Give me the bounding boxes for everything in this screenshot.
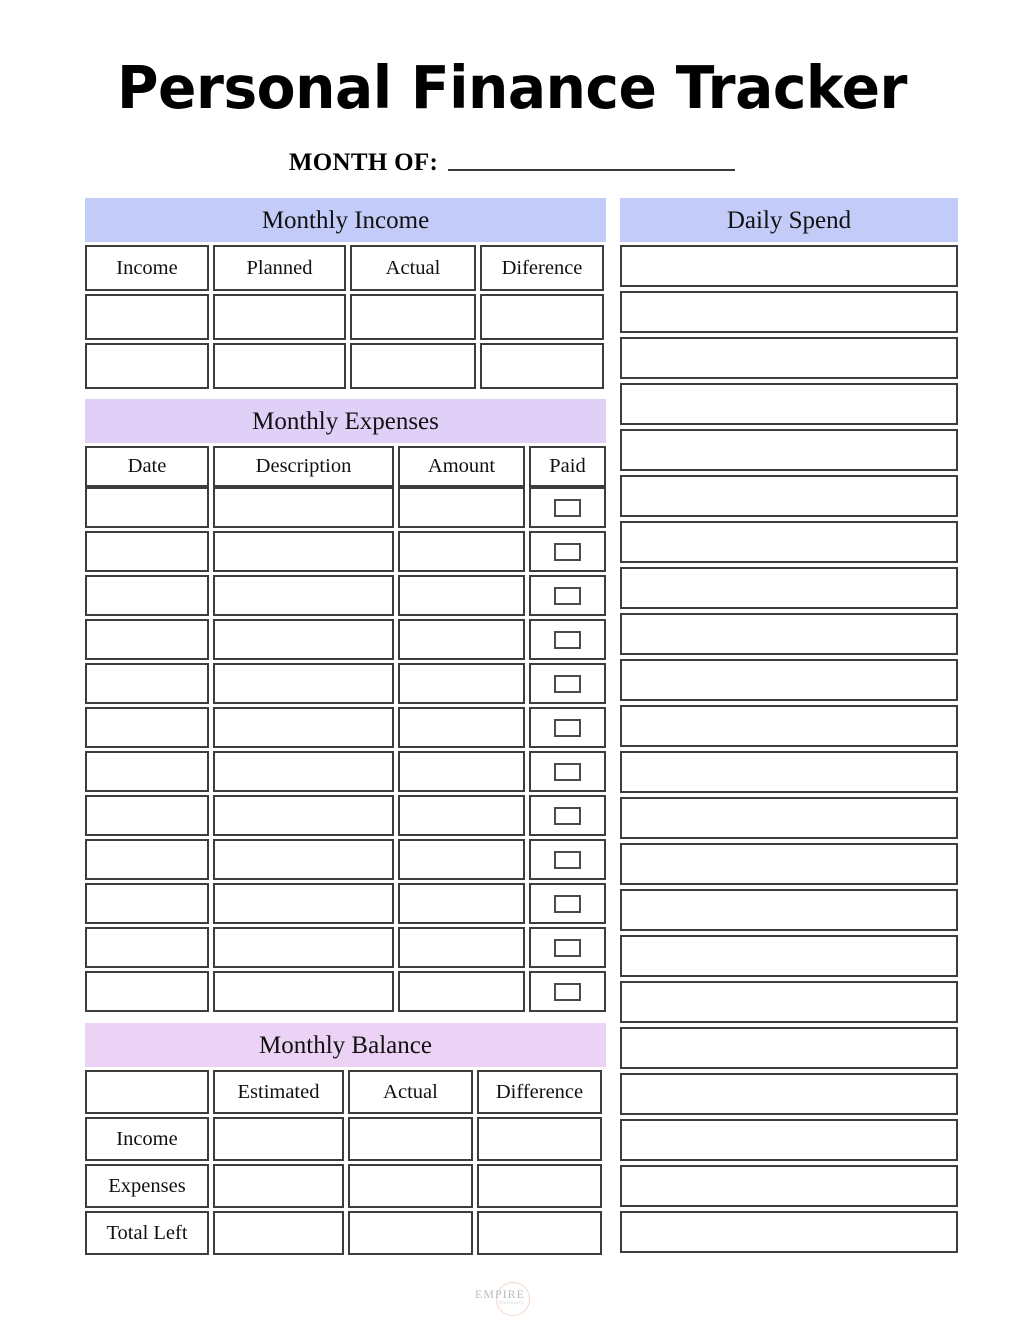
column-header-actual: Actual <box>350 245 476 291</box>
footer-watermark <box>0 1278 1024 1320</box>
actual-cell[interactable] <box>348 1164 473 1208</box>
daily-spend-row[interactable] <box>620 521 958 563</box>
table-row <box>85 751 606 792</box>
planned-cell[interactable] <box>213 294 346 340</box>
row-label-expenses: Expenses <box>85 1164 209 1208</box>
daily-spend-row[interactable] <box>620 1027 958 1069</box>
month-of-blank-line[interactable] <box>448 169 735 171</box>
logo-wordmark: EMPIRE <box>475 1287 526 1301</box>
description-cell[interactable] <box>213 575 394 616</box>
row-label-total-left: Total Left <box>85 1211 209 1255</box>
description-cell[interactable] <box>213 619 394 660</box>
checkbox-icon[interactable] <box>554 895 581 913</box>
paid-cell[interactable] <box>529 795 606 836</box>
date-cell[interactable] <box>85 575 209 616</box>
paid-cell[interactable] <box>529 971 606 1012</box>
daily-spend-row[interactable] <box>620 291 958 333</box>
logo-tagline: Stationery <box>499 1301 525 1306</box>
daily-spend-column <box>620 198 958 1253</box>
paid-cell[interactable] <box>529 927 606 968</box>
amount-cell[interactable] <box>398 487 525 528</box>
table-row <box>85 707 606 748</box>
date-cell[interactable] <box>85 883 209 924</box>
date-cell[interactable] <box>85 839 209 880</box>
column-header-difference: Difference <box>477 1070 602 1114</box>
amount-cell[interactable] <box>398 927 525 968</box>
daily-spend-heading: Daily Spend <box>620 198 958 242</box>
column-header-description: Description <box>213 446 394 487</box>
paid-cell[interactable] <box>529 707 606 748</box>
actual-cell[interactable] <box>348 1117 473 1161</box>
checkbox-icon[interactable] <box>554 807 581 825</box>
paid-cell[interactable] <box>529 751 606 792</box>
estimated-cell[interactable] <box>213 1117 344 1161</box>
daily-spend-row[interactable] <box>620 429 958 471</box>
description-cell[interactable] <box>213 795 394 836</box>
table-row <box>85 294 606 340</box>
amount-cell[interactable] <box>398 531 525 572</box>
table-header-row <box>85 446 606 487</box>
diference-cell[interactable] <box>480 343 604 389</box>
daily-spend-row[interactable] <box>620 245 958 287</box>
difference-cell[interactable] <box>477 1117 602 1161</box>
month-of-field <box>0 149 1024 177</box>
amount-cell[interactable] <box>398 751 525 792</box>
empire-logo <box>469 1280 555 1318</box>
paid-cell[interactable] <box>529 487 606 528</box>
amount-cell[interactable] <box>398 883 525 924</box>
table-row <box>85 839 606 880</box>
table-row <box>85 1164 606 1208</box>
checkbox-icon[interactable] <box>554 719 581 737</box>
paid-cell[interactable] <box>529 619 606 660</box>
description-cell[interactable] <box>213 751 394 792</box>
amount-cell[interactable] <box>398 575 525 616</box>
column-header-planned: Planned <box>213 245 346 291</box>
table-row <box>85 1117 606 1161</box>
table-row <box>85 1211 606 1255</box>
daily-spend-row[interactable] <box>620 1119 958 1161</box>
daily-spend-row[interactable] <box>620 1165 958 1207</box>
daily-spend-row[interactable] <box>620 475 958 517</box>
monthly-income-table <box>85 245 606 389</box>
description-cell[interactable] <box>213 971 394 1012</box>
column-header-paid: Paid <box>529 446 606 487</box>
estimated-cell[interactable] <box>213 1164 344 1208</box>
expense-rows-container <box>85 487 606 1012</box>
amount-cell[interactable] <box>398 795 525 836</box>
table-row <box>85 971 606 1012</box>
description-cell[interactable] <box>213 707 394 748</box>
table-row <box>85 795 606 836</box>
description-cell[interactable] <box>213 883 394 924</box>
daily-spend-row[interactable] <box>620 935 958 977</box>
paid-cell[interactable] <box>529 531 606 572</box>
table-row <box>85 575 606 616</box>
actual-cell[interactable] <box>348 1211 473 1255</box>
estimated-cell[interactable] <box>213 1211 344 1255</box>
column-header-amount: Amount <box>398 446 525 487</box>
daily-spend-row[interactable] <box>620 613 958 655</box>
description-cell[interactable] <box>213 663 394 704</box>
table-row <box>85 619 606 660</box>
table-header-row <box>85 1070 606 1114</box>
amount-cell[interactable] <box>398 707 525 748</box>
checkbox-icon[interactable] <box>554 543 581 561</box>
table-row <box>85 531 606 572</box>
table-row <box>85 927 606 968</box>
left-column <box>85 198 606 1255</box>
table-row <box>85 663 606 704</box>
column-header-blank <box>85 1070 209 1114</box>
daily-spend-row[interactable] <box>620 659 958 701</box>
column-header-diference: Diference <box>480 245 604 291</box>
description-cell[interactable] <box>213 487 394 528</box>
daily-spend-row[interactable] <box>620 1073 958 1115</box>
diference-cell[interactable] <box>480 294 604 340</box>
description-cell[interactable] <box>213 531 394 572</box>
checkbox-icon[interactable] <box>554 587 581 605</box>
paid-cell[interactable] <box>529 663 606 704</box>
monthly-balance-table <box>85 1070 606 1255</box>
table-header-row <box>85 245 606 291</box>
checkbox-icon[interactable] <box>554 983 581 1001</box>
column-header-estimated: Estimated <box>213 1070 344 1114</box>
daily-spend-row[interactable] <box>620 567 958 609</box>
checkbox-icon[interactable] <box>554 631 581 649</box>
monthly-income-heading: Monthly Income <box>85 198 606 242</box>
amount-cell[interactable] <box>398 839 525 880</box>
paid-cell[interactable] <box>529 883 606 924</box>
table-row <box>85 487 606 528</box>
checkbox-icon[interactable] <box>554 939 581 957</box>
checkbox-icon[interactable] <box>554 763 581 781</box>
table-row <box>85 883 606 924</box>
date-cell[interactable] <box>85 751 209 792</box>
paid-cell[interactable] <box>529 839 606 880</box>
actual-cell[interactable] <box>350 343 476 389</box>
daily-spend-row[interactable] <box>620 705 958 747</box>
column-header-actual: Actual <box>348 1070 473 1114</box>
daily-spend-row[interactable] <box>620 1211 958 1253</box>
column-header-income: Income <box>85 245 209 291</box>
daily-spend-row[interactable] <box>620 337 958 379</box>
checkbox-icon[interactable] <box>554 499 581 517</box>
row-label-income: Income <box>85 1117 209 1161</box>
daily-spend-row[interactable] <box>620 889 958 931</box>
amount-cell[interactable] <box>398 663 525 704</box>
amount-cell[interactable] <box>398 971 525 1012</box>
amount-cell[interactable] <box>398 619 525 660</box>
description-cell[interactable] <box>213 839 394 880</box>
daily-spend-row[interactable] <box>620 383 958 425</box>
daily-spend-row[interactable] <box>620 981 958 1023</box>
actual-cell[interactable] <box>350 294 476 340</box>
checkbox-icon[interactable] <box>554 675 581 693</box>
daily-spend-row[interactable] <box>620 751 958 793</box>
description-cell[interactable] <box>213 927 394 968</box>
date-cell[interactable] <box>85 707 209 748</box>
planned-cell[interactable] <box>213 343 346 389</box>
date-cell[interactable] <box>85 971 209 1012</box>
column-header-date: Date <box>85 446 209 487</box>
monthly-expenses-heading: Monthly Expenses <box>85 399 606 443</box>
month-of-label: MONTH OF: <box>288 149 439 176</box>
date-cell[interactable] <box>85 619 209 660</box>
income-cell[interactable] <box>85 343 209 389</box>
daily-spend-row[interactable] <box>620 797 958 839</box>
daily-spend-row[interactable] <box>620 843 958 885</box>
date-cell[interactable] <box>85 487 209 528</box>
monthly-expenses-table <box>85 446 606 1012</box>
checkbox-icon[interactable] <box>554 851 581 869</box>
difference-cell[interactable] <box>477 1211 602 1255</box>
monthly-balance-heading: Monthly Balance <box>85 1023 606 1067</box>
date-cell[interactable] <box>85 795 209 836</box>
income-cell[interactable] <box>85 294 209 340</box>
date-cell[interactable] <box>85 663 209 704</box>
date-cell[interactable] <box>85 531 209 572</box>
page-title: Personal Finance Tracker <box>117 53 907 122</box>
table-row <box>85 343 606 389</box>
date-cell[interactable] <box>85 927 209 968</box>
daily-spend-rows-container <box>620 245 958 1253</box>
difference-cell[interactable] <box>477 1164 602 1208</box>
paid-cell[interactable] <box>529 575 606 616</box>
